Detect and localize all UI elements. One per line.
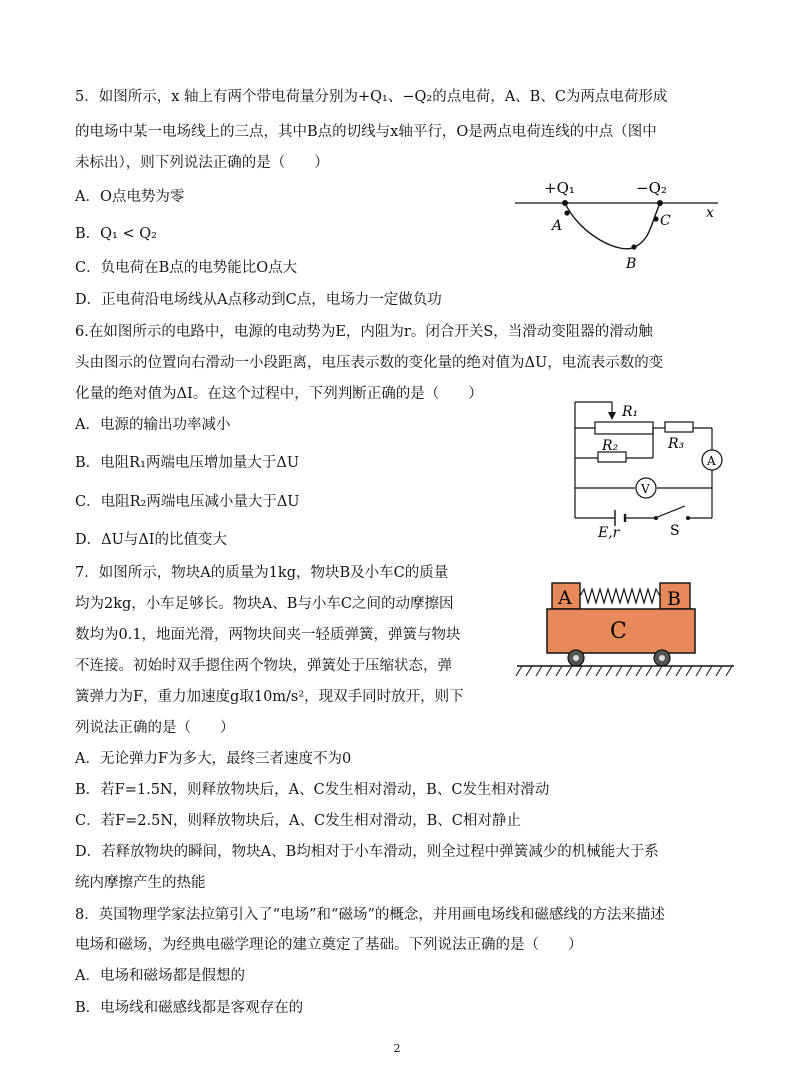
q5-option-b: B．Q₁ < Q₂: [75, 226, 157, 242]
q5-label-q2: −Q₂: [636, 179, 667, 197]
q5-option-a: A．O点电势为零: [75, 189, 185, 205]
q7-label-c: C: [610, 619, 627, 644]
q7-line-1: 7．如图所示，物块A的质量为1kg，物块B及小车C的质量: [75, 565, 449, 581]
q6-option-a: A．电源的输出功率减小: [75, 417, 231, 433]
q6-line-3: 化量的绝对值为ΔI。在这个过程中，下列判断正确的是（ ）: [75, 386, 483, 402]
q5-line-3: 未标出），则下列说法正确的是（ ）: [75, 155, 329, 171]
q7-line-6: 列说法正确的是（ ）: [75, 720, 235, 736]
q8-option-b: B．电场线和磁感线都是客观存在的: [75, 1000, 304, 1016]
q7-option-b: B．若F=1.5N，则释放物块后，A、C发生相对滑动，B、C发生相对滑动: [75, 782, 550, 798]
q7-line-4: 不连接。初始时双手摁住两个物块，弹簧处于压缩状态，弹: [75, 658, 452, 674]
q7-line-5: 簧弹力为F，重力加速度g取10m/s²，现双手同时放开，则下: [75, 689, 464, 705]
q7-cart-figure: [512, 575, 737, 685]
q6-option-c: C．电阻R₂两端电压减小量大于ΔU: [75, 494, 300, 510]
q6-source-label: E,r: [598, 525, 620, 540]
q8-line-2: 电场和磁场，为经典电磁学理论的建立奠定了基础。下列说法正确的是（ ）: [75, 937, 583, 953]
q6-line-1: 6.在如图所示的电路中，电源的电动势为E，内阻为r。闭合开关S，当滑动变阻器的滑动触: [75, 324, 653, 340]
q6-switch-label: S: [670, 523, 680, 539]
q5-option-d: D．正电荷沿电场线从A点移动到C点，电场力一定做负功: [75, 292, 442, 308]
q6-circuit-figure: [560, 390, 730, 540]
q7-label-a: A: [558, 587, 572, 609]
q7-option-c: C．若F=2.5N，则释放物块后，A、C发生相对滑动，B、C相对静止: [75, 813, 521, 829]
q7-option-d-cont: 统内摩擦产生的热能: [75, 875, 206, 891]
q7-option-a: A．无论弹力F为多大，最终三者速度不为0: [75, 751, 352, 767]
q8-option-a: A．电场和磁场都是假想的: [75, 968, 245, 984]
q8-line-1: 8．英国物理学家法拉第引入了“电场”和“磁场”的概念，并用画电场线和磁感线的方法来描述: [75, 907, 665, 923]
q5-label-b: B: [626, 256, 637, 272]
q5-option-c: C．负电荷在B点的电势能比O点大: [75, 260, 298, 276]
q6-label-r2: R₂: [602, 438, 619, 454]
q6-voltmeter-label: V: [641, 482, 650, 496]
page-number: 2: [393, 1042, 401, 1055]
q6-line-2: 头由图示的位置向右滑动一小段距离，电压表示数的变化量的绝对值为ΔU，电流表示数的变: [75, 355, 664, 371]
q5-label-x: x: [706, 205, 714, 221]
q6-label-r1: R₁: [622, 404, 639, 420]
q7-label-b: B: [667, 588, 681, 610]
q6-option-b: B．电阻R₁两端电压增加量大于ΔU: [75, 455, 300, 471]
q6-label-r3: R₃: [668, 436, 685, 452]
q5-label-q1: +Q₁: [544, 179, 575, 197]
q5-label-a: A: [552, 218, 563, 234]
q5-line-1: 5．如图所示，x 轴上有两个带电荷量分别为+Q₁、−Q₂的点电荷，A、B、C为两点电荷形成: [75, 89, 668, 105]
q7-line-2: 均为2kg，小车足够长。物块A、B与小车C之间的动摩擦因: [75, 596, 454, 612]
q6-option-d: D．ΔU与ΔI的比值变大: [75, 532, 228, 548]
q5-line-2: 的电场中某一电场线上的三点，其中B点的切线与x轴平行，O是两点电荷连线的中点（图中: [75, 124, 657, 140]
q5-label-c: C: [660, 213, 671, 229]
q7-line-3: 数均为0.1，地面光滑，两物块间夹一轻质弹簧，弹簧与物块: [75, 627, 461, 643]
q5-field-line-figure: [510, 175, 725, 275]
q7-option-d: D．若释放物块的瞬间，物块A、B均相对于小车滑动，则全过程中弹簧减少的机械能大于系: [75, 844, 659, 860]
q6-ammeter-label: A: [707, 454, 716, 468]
